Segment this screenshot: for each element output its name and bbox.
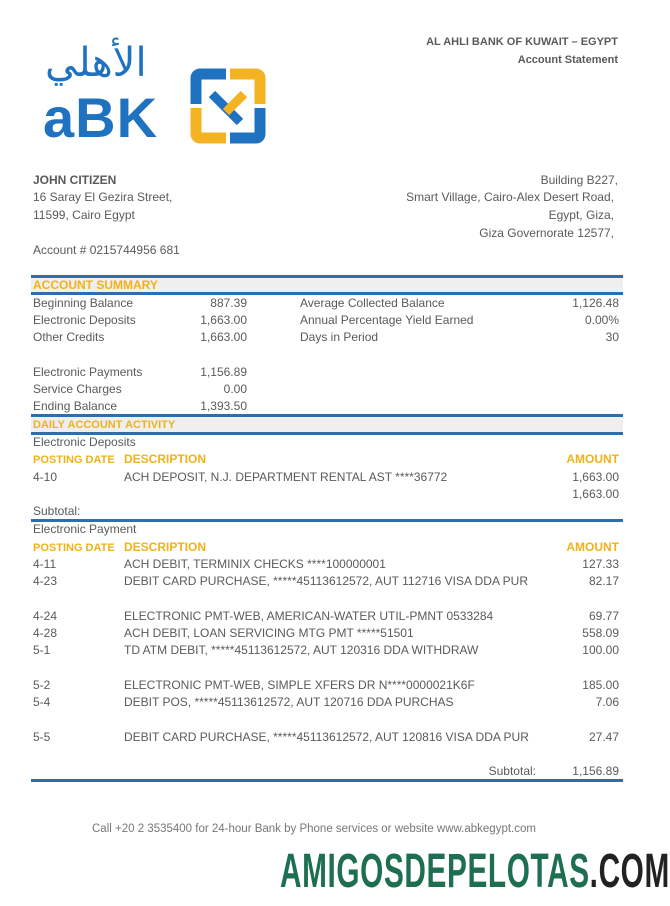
summary-value: 1,126.48 <box>572 296 619 310</box>
row-amount: 100.00 <box>582 643 619 657</box>
logo-square-icon <box>190 68 266 144</box>
row-description: ACH DEBIT, TERMINIX CHECKS ****100000001 <box>124 557 386 571</box>
account-number: Account # 0215744956 681 <box>33 243 180 257</box>
logo-latin-text: aBK <box>43 86 159 149</box>
customer-name: JOHN CITIZEN <box>33 173 117 187</box>
row-date: 5-4 <box>33 695 51 709</box>
summary-value: 1,393.50 <box>200 399 247 413</box>
deposits-subtotal-label: Subtotal: <box>33 504 81 518</box>
summary-value: 0.00% <box>584 313 619 327</box>
bank-address-line: Smart Village, Cairo-Alex Desert Road, <box>406 190 614 204</box>
customer-address-line1: 16 Saray El Gezira Street, <box>33 190 173 204</box>
summary-value: 1,663.00 <box>200 313 247 327</box>
summary-label: Electronic Payments <box>33 365 143 379</box>
bank-address-line: Building B227, <box>540 173 618 187</box>
column-header-amount: AMOUNT <box>566 452 619 466</box>
row-amount: 69.77 <box>588 609 619 623</box>
column-header-date: POSTING DATE <box>33 454 115 466</box>
watermark <box>280 845 670 898</box>
row-amount: 127.33 <box>582 557 619 571</box>
row-description: ELECTRONIC PMT-WEB, AMERICAN-WATER UTIL-PMNT 0533284 <box>124 609 494 623</box>
summary-value: 30 <box>605 330 619 344</box>
document-title: Account Statement <box>517 54 618 66</box>
row-description: DEBIT CARD PURCHASE, *****45113612572, AUT 120816 VISA DDA PUR <box>124 730 529 744</box>
row-description: ACH DEBIT, LOAN SERVICING MTG PMT *****51501 <box>124 626 414 640</box>
watermark-suffix: .COM <box>589 845 670 898</box>
row-date: 4-23 <box>33 574 58 588</box>
column-header-description: DESCRIPTION <box>124 540 207 554</box>
summary-label: Electronic Deposits <box>33 313 136 327</box>
row-description: ELECTRONIC PMT-WEB, SIMPLE XFERS DR N****0000021K6F <box>124 678 475 692</box>
row-amount: 1,663.00 <box>572 470 619 484</box>
row-date: 4-10 <box>33 470 58 484</box>
footer-contact: Call +20 2 3535400 for 24-hour Bank by Phone services or website www.abkegypt.com <box>92 823 536 835</box>
row-amount: 7.06 <box>595 695 619 709</box>
payments-subtotal-label: Subtotal: <box>488 764 536 778</box>
payments-section-label: Electronic Payment <box>33 522 137 536</box>
row-description: TD ATM DEBIT, *****45113612572, AUT 120316 DDA WITHDRAW <box>124 643 479 657</box>
customer-address-line2: 11599, Cairo Egypt <box>33 208 135 222</box>
summary-label: Days in Period <box>300 330 379 344</box>
summary-label: Average Collected Balance <box>300 296 445 310</box>
row-amount: 27.47 <box>588 730 619 744</box>
row-description: ACH DEPOSIT, N.J. DEPARTMENT RENTAL AST ****36772 <box>124 470 448 484</box>
row-amount: 82.17 <box>588 574 619 588</box>
logo-arabic-text: الأهلي <box>45 40 147 86</box>
watermark-main: AMIGOSDEPELOTAS <box>280 845 590 898</box>
summary-value: 1,663.00 <box>200 330 247 344</box>
summary-value: 887.39 <box>210 296 247 310</box>
row-amount: 558.09 <box>582 626 619 640</box>
activity-title: DAILY ACCOUNT ACTIVITY <box>33 419 176 431</box>
divider <box>31 292 623 295</box>
deposits-section-label: Electronic Deposits <box>33 435 136 449</box>
row-amount: 185.00 <box>582 678 619 692</box>
summary-value: 1,156.89 <box>200 365 247 379</box>
deposits-total: 1,663.00 <box>572 487 619 501</box>
bank-address-line: Giza Governorate 12577, <box>479 226 614 240</box>
row-date: 4-11 <box>33 557 57 571</box>
row-date: 5-2 <box>33 678 51 692</box>
bank-name: AL AHLI BANK OF KUWAIT – EGYPT <box>426 36 618 48</box>
summary-label: Other Credits <box>33 330 105 344</box>
row-date: 4-24 <box>33 609 58 623</box>
bank-logo <box>40 38 270 148</box>
divider <box>31 414 623 417</box>
row-date: 5-1 <box>33 643 51 657</box>
summary-title: ACCOUNT SUMMARY <box>33 278 158 292</box>
row-description: DEBIT POS, *****45113612572, AUT 120716 DDA PURCHAS <box>124 695 454 709</box>
summary-label: Ending Balance <box>33 399 118 413</box>
summary-label: Annual Percentage Yield Earned <box>300 313 474 327</box>
row-date: 5-5 <box>33 730 51 744</box>
summary-value: 0.00 <box>223 382 247 396</box>
row-description: DEBIT CARD PURCHASE, *****45113612572, AUT 112716 VISA DDA PUR <box>124 574 528 588</box>
summary-label: Beginning Balance <box>33 296 134 310</box>
bank-address-line: Egypt, Giza, <box>548 208 614 222</box>
column-header-date: POSTING DATE <box>33 542 115 554</box>
payments-subtotal: 1,156.89 <box>572 764 619 778</box>
column-header-amount: AMOUNT <box>566 540 619 554</box>
summary-label: Service Charges <box>33 382 122 396</box>
row-date: 4-28 <box>33 626 58 640</box>
column-header-description: DESCRIPTION <box>124 452 207 466</box>
divider <box>31 779 623 782</box>
